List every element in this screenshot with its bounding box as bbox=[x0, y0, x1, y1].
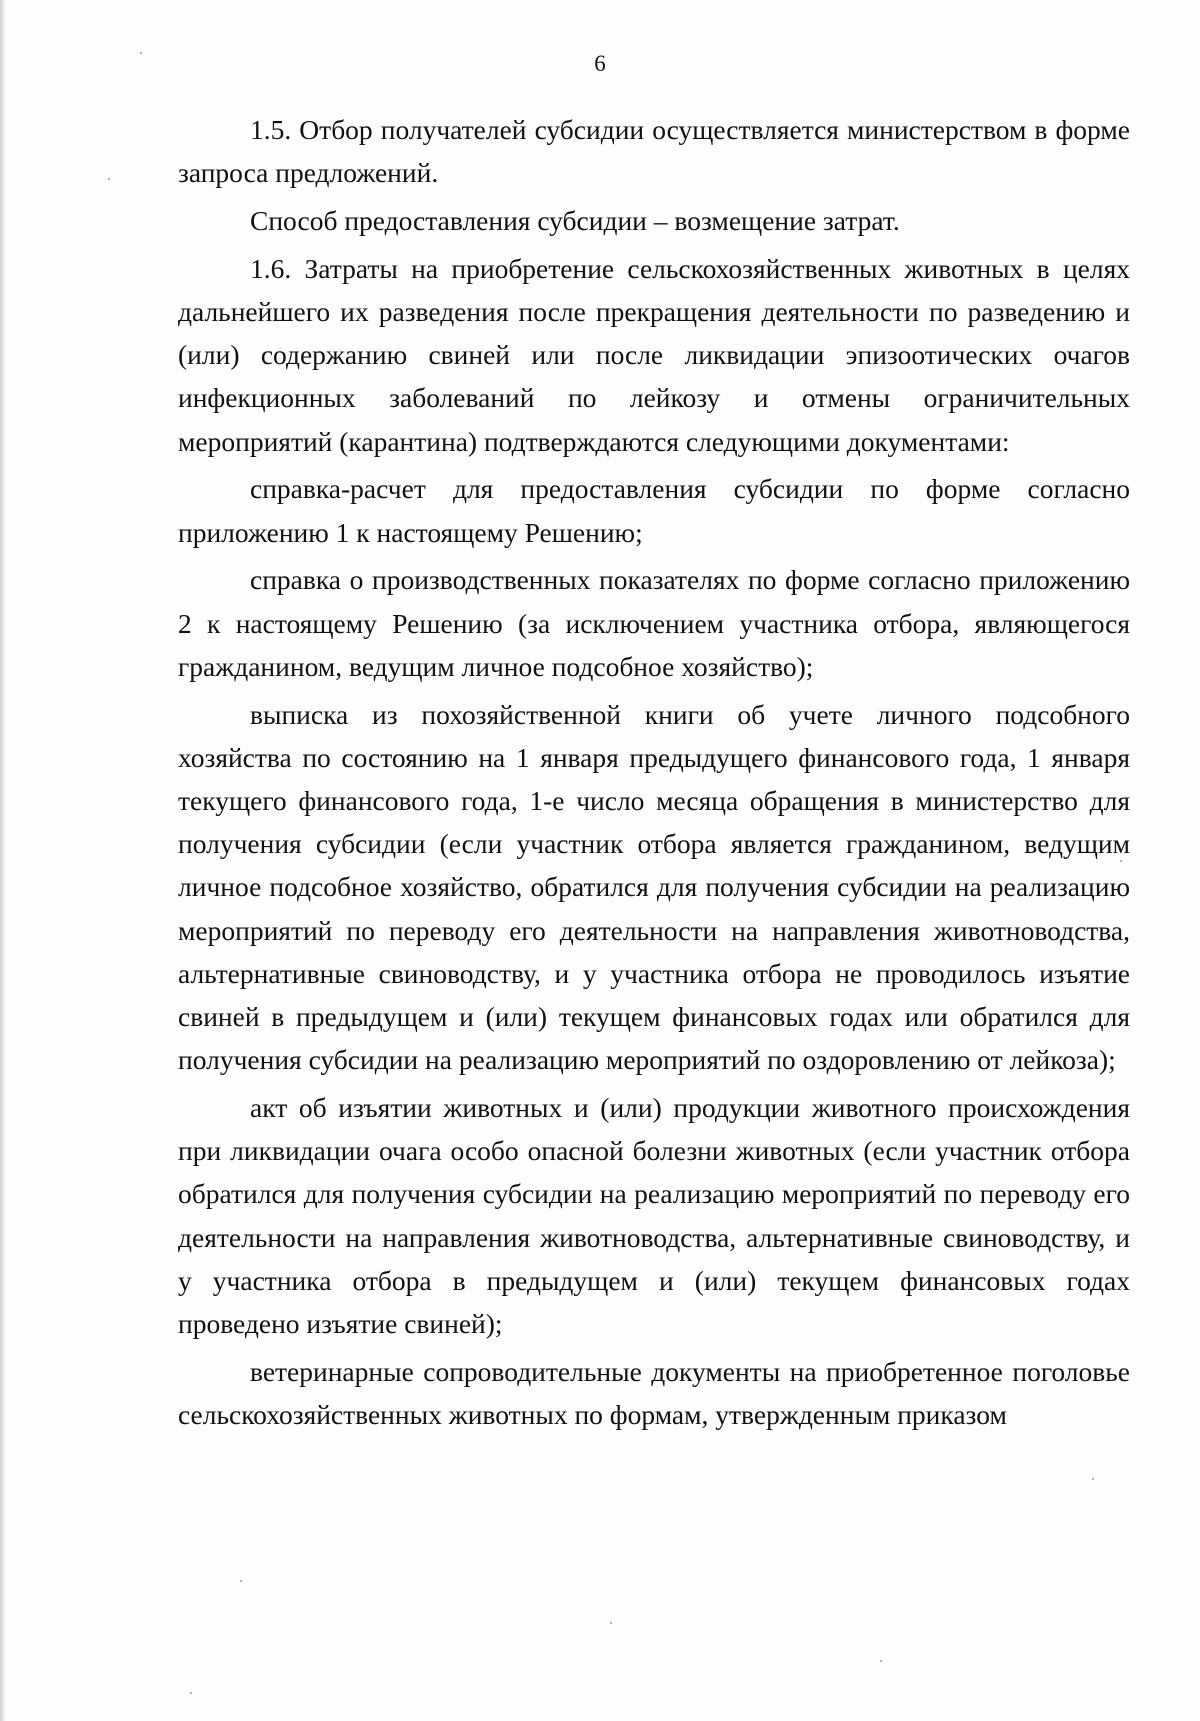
page-number: 6 bbox=[594, 51, 606, 76]
paragraph-veterinary-documents: ветеринарные сопроводительные документы на приобретенное поголовье сельскохозяйственных животных по формам, утвержденным приказом bbox=[178, 1355, 1130, 1431]
paragraph-subsidy-method: Способ предоставления субсидии – возмещение затрат. bbox=[250, 205, 900, 236]
paragraph-seizure-act: акт об изъятии животных и (или) продукции животного происхождения при ликвидации очага особо опасной болезни животных (если участник отбора обратился для получения субсидии на реализацию мероприятий по переводу его деятельности на направления животноводства, альтернативные свиноводству, и у участника отбора в предыдущем и (или) текущем финансовых годах проведено изъятие свиней); bbox=[178, 1092, 1130, 1340]
scan-noise-speck bbox=[140, 52, 142, 54]
scan-noise-speck bbox=[240, 1580, 242, 1582]
paragraph-household-book-extract: выписка из похозяйственной книги об учете личного подсобного хозяйства по состоянию на 1 января предыдущего финансового года, 1 января текущего финансового года, 1-е число месяца обращения в министерство для получения субсидии (если участник отбора является гражданином, ведущим личное подсобное хозяйство, обратился для получения субсидии на реализацию мероприятий по переводу его деятельности на направления животноводства, альтернативные свиноводству, и у участника отбора не проводилось изъятие свиней в предыдущем и (или) текущем финансовых годах или обратился для получения субсидии на реализацию мероприятий по оздоровлению от лейкоза); bbox=[178, 698, 1130, 1076]
scan-noise-speck bbox=[190, 1692, 192, 1694]
scan-noise-speck bbox=[1120, 860, 1122, 862]
scan-edge-shadow bbox=[0, 0, 6, 1721]
paragraph-1-5: 1.5. Отбор получателей субсидии осуществляется министерством в форме запроса предложений. bbox=[178, 114, 1130, 189]
scan-noise-speck bbox=[1092, 1478, 1094, 1480]
scan-noise-speck bbox=[880, 1660, 882, 1662]
document-body bbox=[178, 108, 1130, 1441]
paragraph-calculation-certificate: справка-расчет для предоставления субсидии по форме согласно приложению 1 к настоящему Решению; bbox=[178, 473, 1130, 548]
scan-noise-speck bbox=[610, 1622, 612, 1624]
scan-noise-speck bbox=[108, 178, 110, 180]
paragraph-1-6: 1.6. Затраты на приобретение сельскохозяйственных животных в целях дальнейшего их разведения после прекращения деятельности по разведению и (или) содержанию свиней или после ликвидации эпизоотических очагов инфекционных заболеваний по лейкозу и отмены ограничительных мероприятий (карантина) подтверждаются следующими документами: bbox=[178, 252, 1130, 457]
paragraph-production-indicators: справка о производственных показателях по форме согласно приложению 2 к настоящему Решению (за исключением участника отбора, являющегося гражданином, ведущим личное подсобное хозяйство); bbox=[178, 564, 1130, 682]
